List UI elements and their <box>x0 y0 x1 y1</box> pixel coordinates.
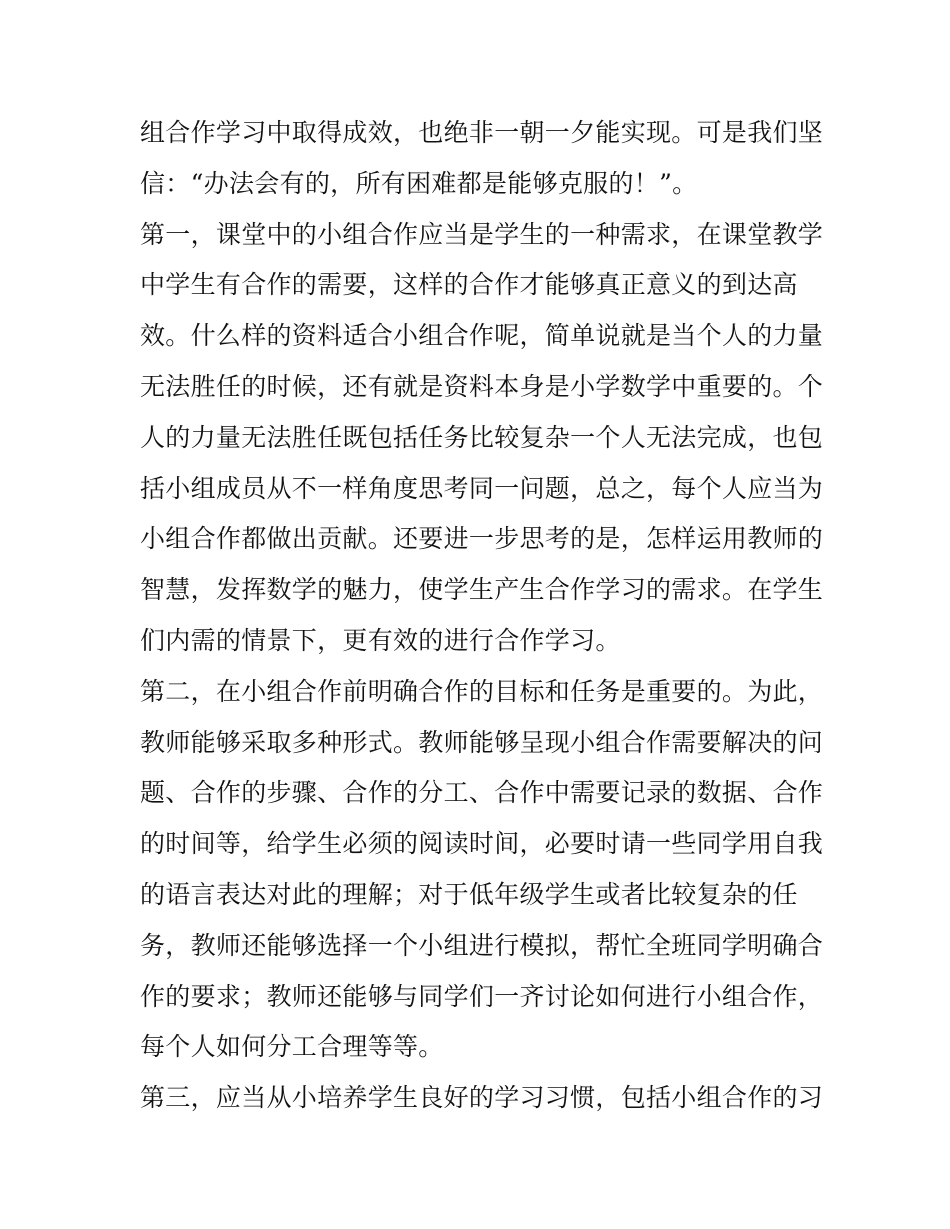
paragraph <box>140 667 824 1073</box>
text-line: 组合作学习中取得成效，也绝非一朝一夕能实现。可是我们坚 <box>140 118 824 147</box>
text-line: 们内需的情景下，更有效的进行合作学习。 <box>140 625 621 655</box>
text-line: 第三，应当从小培养学生良好的学习习惯，包括小组合作的习 <box>140 1083 824 1113</box>
paragraph <box>140 1073 824 1124</box>
text-line: 效。什么样的资料适合小组合作呢，简单说就是当个人的力量 <box>140 321 824 351</box>
text-line: 作的要求；教师还能够与同学们一齐讨论如何进行小组合作， <box>140 981 824 1011</box>
body-text <box>140 108 824 1124</box>
text-line: 第一，课堂中的小组合作应当是学生的一种需求，在课堂教学 <box>140 219 824 249</box>
text-line: 信：“办法会有的，所有困难都是能够克服的！”。 <box>140 168 698 198</box>
text-line: 务，教师还能够选择一个小组进行模拟，帮忙全班同学明确合 <box>140 930 824 960</box>
text-line: 第二，在小组合作前明确合作的目标和任务是重要的。为此， <box>140 676 824 706</box>
text-line: 智慧，发挥数学的魅力，使学生产生合作学习的需求。在学生 <box>140 575 824 605</box>
text-line: 括小组成员从不一样角度思考同一问题，总之，每个人应当为 <box>140 473 824 503</box>
text-line: 中学生有合作的需要，这样的合作才能够真正意义的到达高 <box>140 270 798 300</box>
paragraph <box>140 108 824 210</box>
text-line: 教师能够采取多种形式。教师能够呈现小组合作需要解决的问 <box>140 727 824 757</box>
text-line: 小组合作都做出贡献。还要进一步思考的是，怎样运用教师的 <box>140 524 824 554</box>
text-line: 人的力量无法胜任既包括任务比较复杂一个人无法完成，也包 <box>140 422 824 452</box>
text-line: 无法胜任的时候，还有就是资料本身是小学数学中重要的。个 <box>140 371 824 401</box>
text-line: 的语言表达对此的理解；对于低年级学生或者比较复杂的任 <box>140 879 798 909</box>
paragraph <box>140 210 824 667</box>
text-line: 的时间等，给学生必须的阅读时间，必要时请一些同学用自我 <box>140 829 824 859</box>
text-line: 题、合作的步骤、合作的分工、合作中需要记录的数据、合作 <box>140 778 824 808</box>
text-line: 每个人如何分工合理等等。 <box>140 1032 444 1062</box>
